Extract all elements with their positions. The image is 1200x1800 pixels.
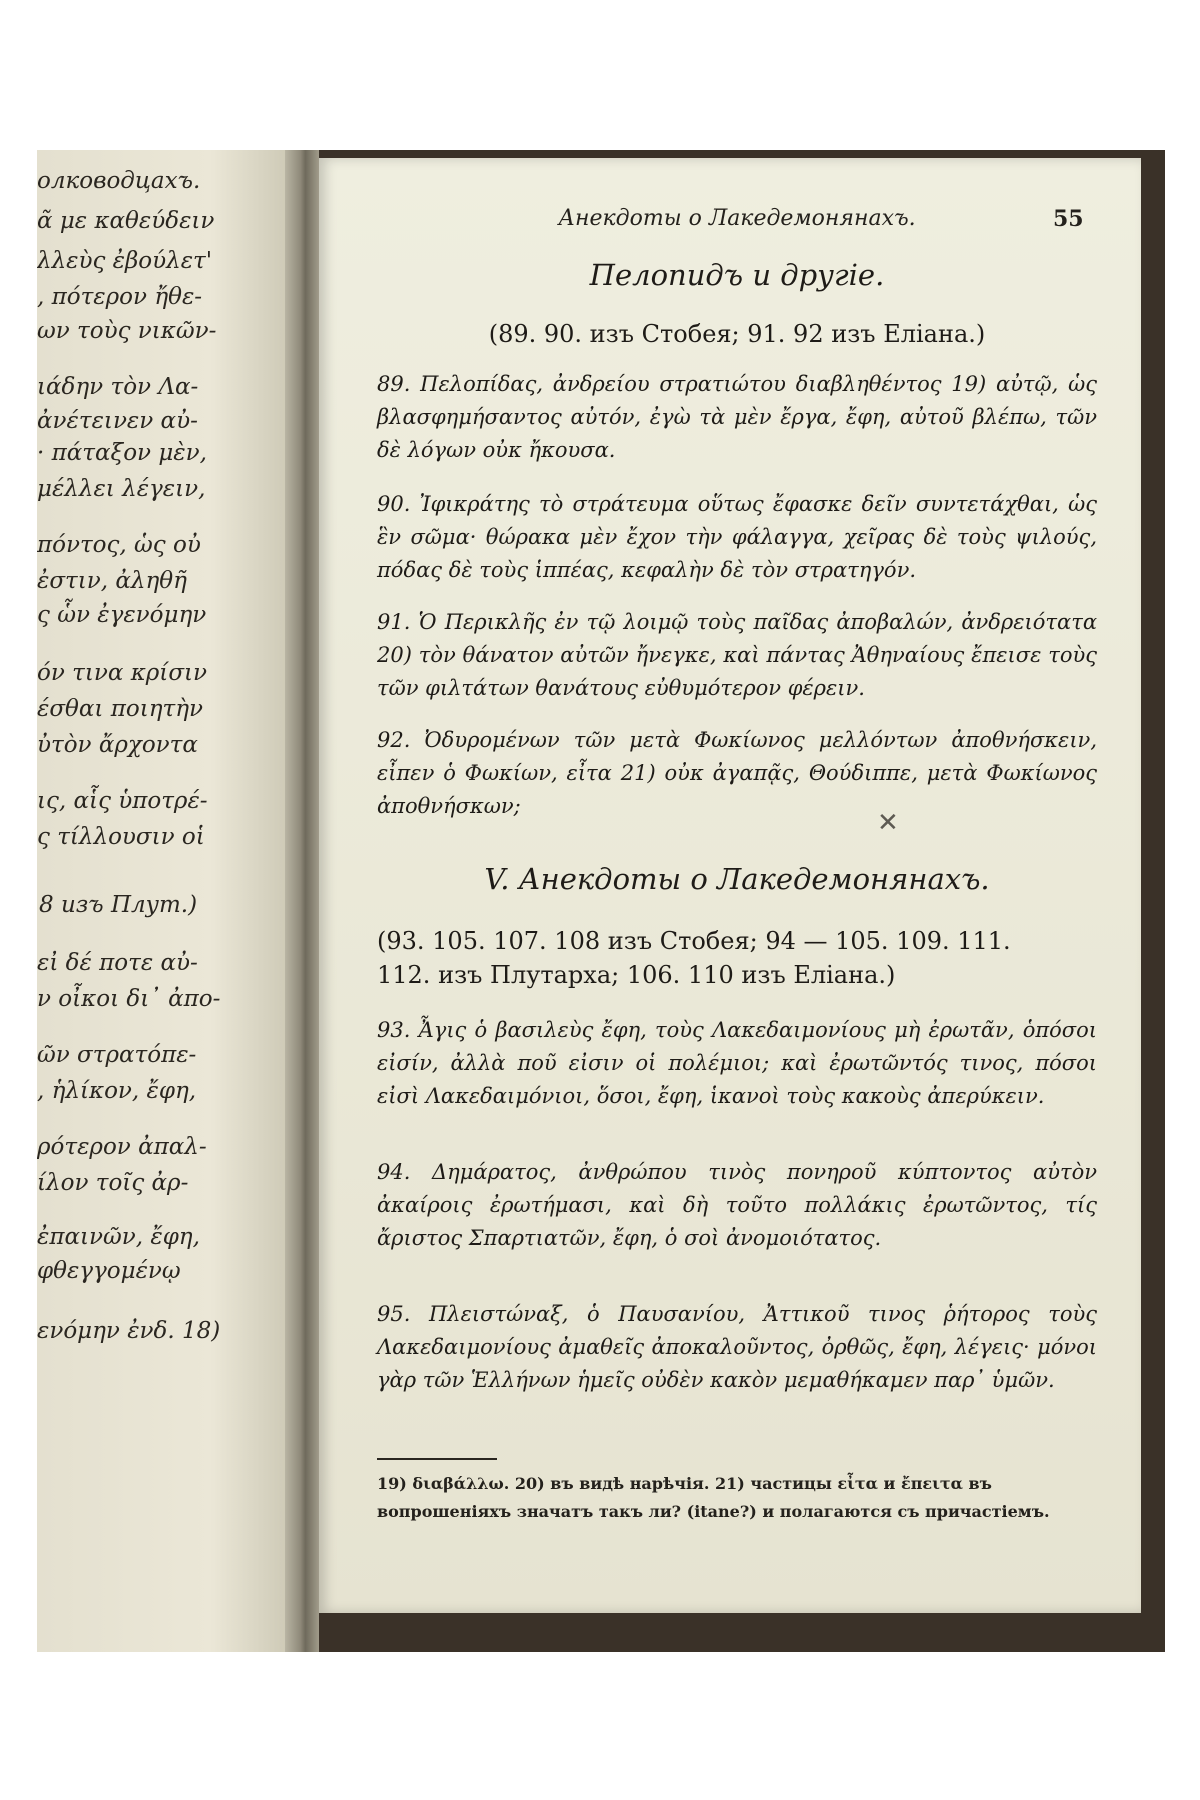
left-page-line: ἐστιν, ἀληθῆ xyxy=(37,568,187,594)
left-page-line: олководцахъ. xyxy=(37,168,201,194)
right-page xyxy=(319,158,1141,1613)
left-page-line: ενόμην ἐνδ. 18) xyxy=(37,1318,221,1344)
left-page-line: ν οἶκοι δι᾽ ἀπο- xyxy=(37,986,221,1012)
left-page-line: ς ὧν ἐγενόμην xyxy=(37,602,207,628)
left-page-line: εἰ δέ ποτε αὐ- xyxy=(37,950,198,976)
paragraph-95: 95. Πλειστώναξ, ὁ Παυσανίου, Ἀττικοῦ τινος ῥήτορος τοὺς Λακεδαιμονίους ἀμαθεῖς ἀποκαλοῦντος, ὀρθῶς, ἔφη, λέγεις· μόνοι γὰρ τῶν Ἑλλήνων ἡμεῖς οὐδὲν κακὸν μεμαθήκαμεν παρ᾽ ὑμῶν. xyxy=(377,1302,1097,1392)
footnote: 19) διαβάλλω. 20) въ видѣ нарѣчія. 21) частицы εἶτα и ἔπειτα въ вопрошеніяхъ значатъ такъ ли? (itane?) и полагаются съ причастіемъ. xyxy=(377,1474,1050,1521)
left-page-line: , πότερον ἤθε- xyxy=(37,284,203,310)
left-page-line: ων τοὺς νικῶν- xyxy=(37,318,217,344)
left-page-line: ὐτὸν ἄρχοντα xyxy=(37,732,198,758)
source-note-2-line1: (93. 105. 107. 108 изъ Стобея; 94 — 105. 109. 111. xyxy=(377,927,1011,955)
left-page-line: ρότερον ἀπαλ- xyxy=(37,1134,207,1160)
source-note-1: (89. 90. изъ Стобея; 91. 92 изъ Еліана.) xyxy=(488,320,986,348)
paragraph-92: 92. Ὀδυρομένων τῶν μετὰ Φωκίωνος μελλόντων ἀποθνήσκειν, εἶπεν ὁ Φωκίων, εἶτα 21) οὐκ ἀγαπᾷς, Θούδιππε, μετὰ Φωκίωνος ἀποθνήσκων; xyxy=(377,728,1097,818)
running-head: Анекдоты о Лакедемонянахъ. xyxy=(558,206,916,231)
left-page-line: ῶν στρατόπε- xyxy=(37,1042,197,1068)
left-page-line: 8 изъ Плут.) xyxy=(39,892,198,918)
paragraph-94: 94. Δημάρατος, ἀνθρώπου τινὸς πονηροῦ κύπτοντος αὐτὸν ἀκαίροις ἐρωτήμασι, καὶ δὴ τοῦτο πολλάκις ἐρωτῶντος, τίς ἄριστος Σπαρτιατῶν, ἔφη, ὁ σοὶ ἀνομοιότατος. xyxy=(377,1160,1097,1250)
left-page-line: ίλον τοῖς ἀρ- xyxy=(37,1170,189,1196)
left-page-line: ις, αἷς ὑποτρέ- xyxy=(37,788,208,814)
section-title-lacedemonians: V. Анекдоты о Лакедемонянахъ. xyxy=(484,862,990,896)
section-title-pelopid: Пелопидъ и другіе. xyxy=(589,258,885,292)
left-page-line: ἀνέτεινεν αὐ- xyxy=(37,408,198,434)
paragraph-89: 89. Πελοπίδας, ἀνδρείου στρατιώτου διαβληθέντος 19) αὐτῷ, ὡς βλασφημήσαντος αὐτόν, ἐγὼ τὰ μὲν ἔργα, ἔφη, αὐτοῦ βλέπω, τῶν δὲ λόγων οὐκ ἤκουσα. xyxy=(377,372,1097,462)
paragraph-91: 91. Ὁ Περικλῆς ἐν τῷ λοιμῷ τοὺς παῖδας ἀποβαλών, ἀνδρειότατα 20) τὸν θάνατον αὐτῶν ἤνεγκε, καὶ πάντας Ἀθηναίους ἔπεισε τοὺς τῶν φιλτάτων θανάτους εὐθυμότερον φέρειν. xyxy=(377,610,1097,700)
left-page-line: λλεὺς ἐβούλετ' xyxy=(37,248,213,274)
left-page-line: ἐπαινῶν, ἔφη, xyxy=(37,1224,200,1250)
pencil-x-mark-icon: ✕ xyxy=(877,808,899,838)
left-page-line: ιάδην τὸν Λα- xyxy=(37,374,199,400)
left-page-line: · πάταξον μὲν, xyxy=(37,440,207,466)
left-page-line: όν τινα κρίσιν xyxy=(37,660,208,686)
left-page-line: μέλλει λέγειν, xyxy=(37,476,206,502)
paragraph-93: 93. Ἆγις ὁ βασιλεὺς ἔφη, τοὺς Λακεδαιμονίους μὴ ἐρωτᾶν, ὁπόσοι εἰσίν, ἀλλὰ ποῦ εἰσιν οἱ πολέμιοι; καὶ ἐρωτῶντός τινος, πόσοι εἰσὶ Λακεδαιμόνιοι, ὅσοι, ἔφη, ἱκανοὶ τοὺς κακοὺς ἀπερύκειν. xyxy=(377,1018,1097,1108)
book-photo xyxy=(37,150,1165,1652)
left-page-line: ς τίλλουσιν οἱ xyxy=(37,824,205,850)
page-number: 55 xyxy=(1053,206,1084,232)
left-page-line: πόντος, ὡς οὐ xyxy=(37,532,201,558)
paragraph-90: 90. Ἰφικράτης τὸ στράτευμα οὕτως ἔφασκε δεῖν συντετάχθαι, ὡς ἓν σῶμα· θώρακα μὲν ἔχον τὴν φάλαγγα, χεῖρας δὲ τοὺς ψιλούς, πόδας δὲ τοὺς ἱππέας, κεφαλὴν δὲ τὸν στρατηγόν. xyxy=(377,492,1097,582)
book-gutter xyxy=(285,150,319,1652)
left-page-line: , ἡλίκον, ἔφη, xyxy=(37,1078,197,1104)
left-page-line: φθεγγομένῳ xyxy=(37,1258,181,1284)
left-page-line: έσθαι ποιητὴν xyxy=(37,696,203,722)
source-note-2-line2: 112. изъ Плутарха; 106. 110 изъ Еліана.) xyxy=(377,961,896,989)
footnote-divider xyxy=(377,1458,497,1460)
left-page xyxy=(37,150,285,1652)
left-page-line: ᾶ με καθεύδειν xyxy=(37,208,215,234)
